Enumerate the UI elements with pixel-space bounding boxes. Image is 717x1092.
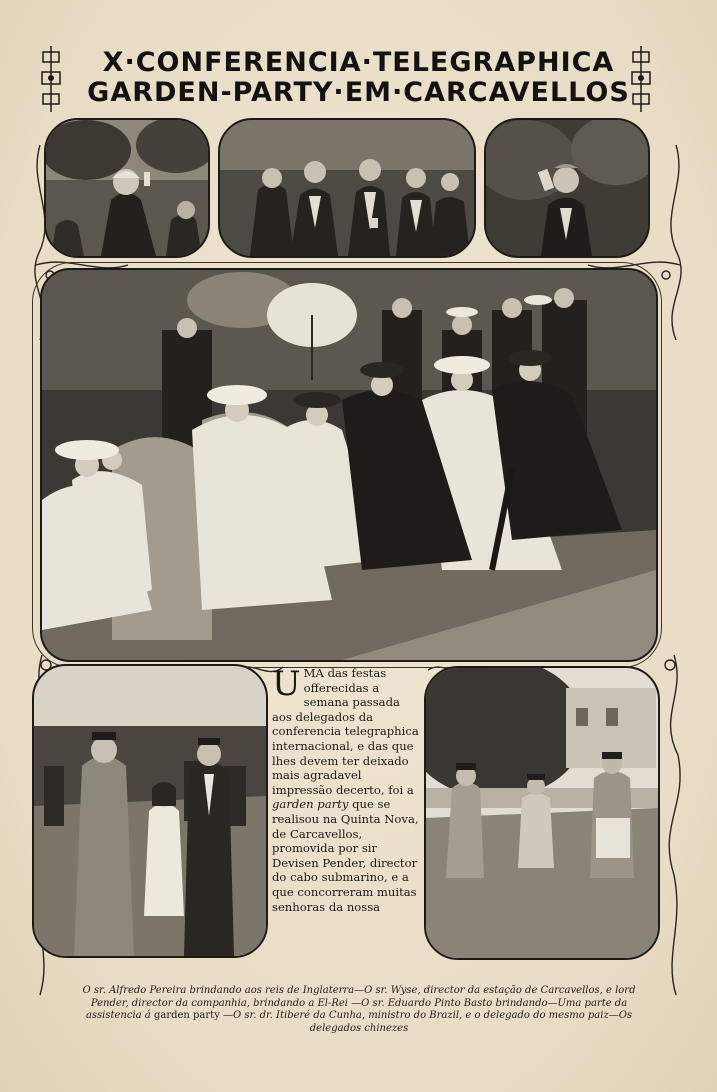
caption-upright-text: garden party [153, 1010, 220, 1022]
title-line-2: GARDEN-PARTY·EM·CARCAVELLOS [87, 77, 630, 108]
page-title [70, 48, 647, 110]
photo-toast-kings [44, 118, 210, 258]
photo-caption [68, 985, 650, 1035]
photo-pinto-basto [484, 118, 650, 258]
photo-brazil-minister [32, 664, 268, 958]
article-dropcap: U [272, 666, 301, 704]
photo-audience [40, 268, 658, 662]
photo-chinese-delegates [424, 666, 660, 960]
article-text [272, 666, 422, 976]
article-emphasis: garden party [272, 797, 349, 812]
photo-toast-el-rei [218, 118, 476, 258]
article-continuation: que se realisou na Quinta Nova, de Carcavellos, promovida por sir Devisen Pender, director do cabo submarino, e a que concorreram muitas senhoras da nossa [272, 797, 419, 914]
left-lantern-ornament-icon [38, 46, 64, 112]
caption-part-1: O sr. Alfredo Pereira brindando aos reis de Inglaterra—O sr. Wyse, director da estação de Carcavellos, e lord Pender, director da companhia, brindando a El-Rei —O sr. Eduardo Pinto Basto brindando—Uma parte da assistencia á [82, 985, 636, 1022]
article-lead: MA das festas offerecidas a semana passada aos delegados da conferencia telegraphica internacional, e das que lhes devem ter deixado mais agradavel impressão decerto, foi a [272, 666, 419, 797]
title-line-1: X·CONFERENCIA·TELEGRAPHICA [102, 47, 615, 78]
caption-part-2: —O sr. dr. Itiberé da Cunha, ministro do Brazil, e o delegado do mesmo paiz—Os delegados chinezes [219, 1010, 633, 1034]
